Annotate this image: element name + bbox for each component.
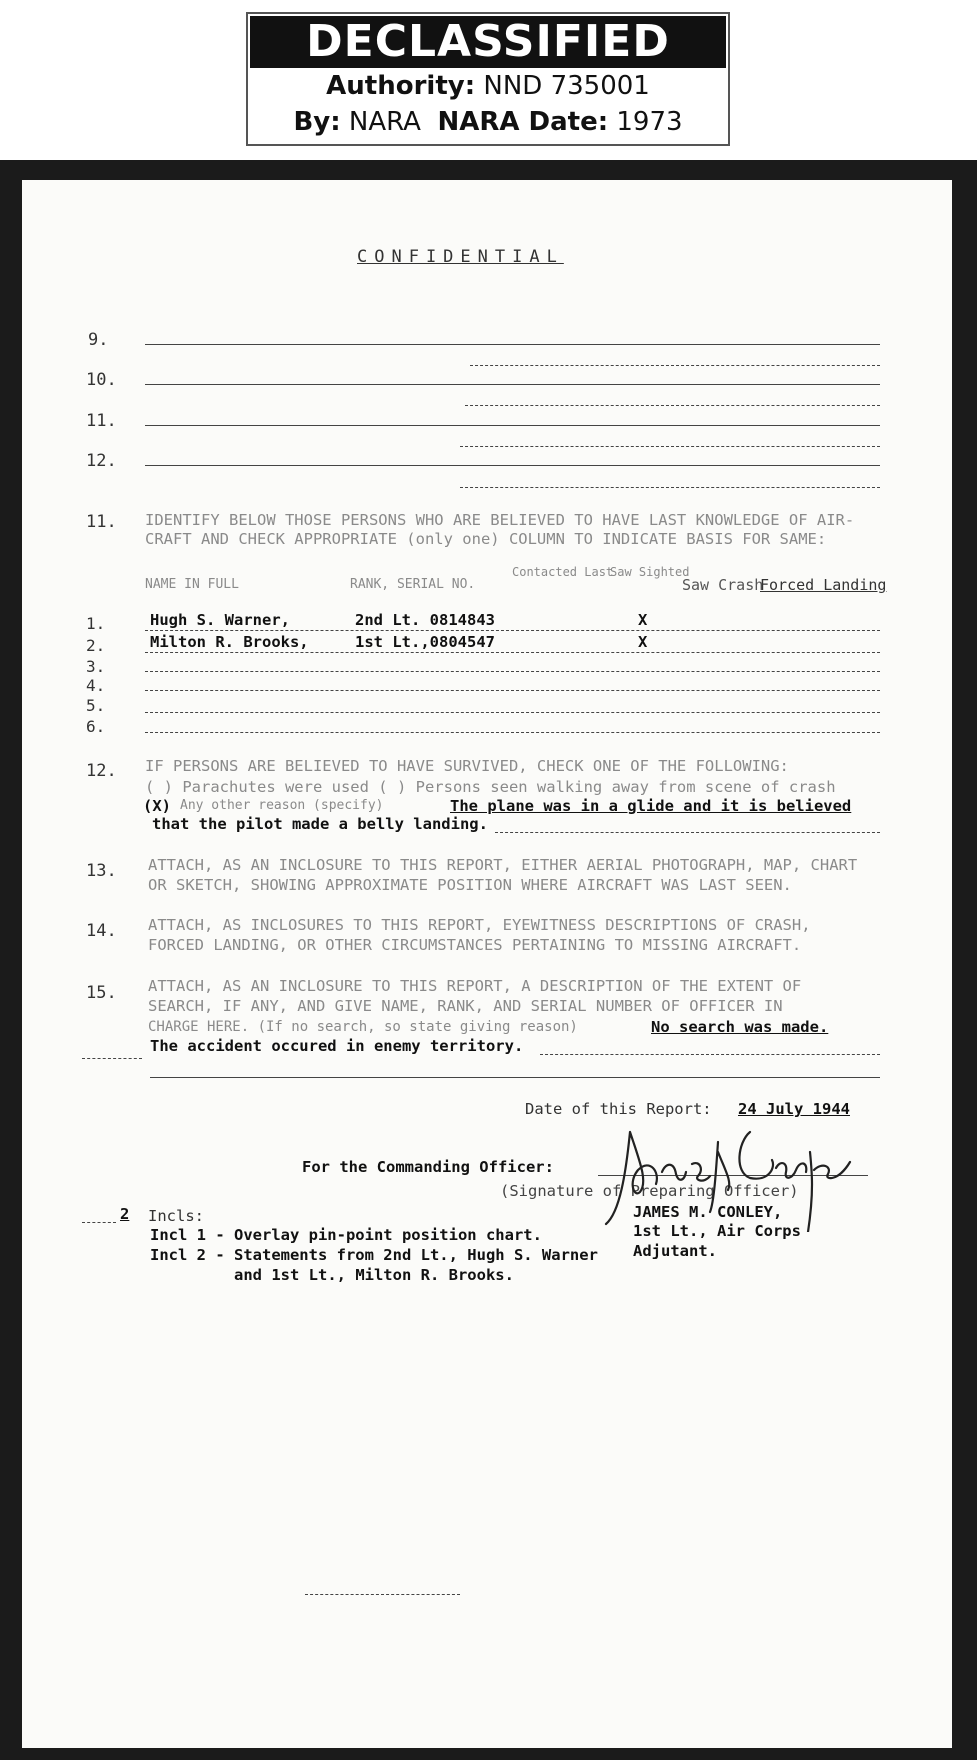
inclosure-2-continued: and 1st Lt., Milton R. Brooks.: [234, 1266, 514, 1284]
item-14-number: 14.: [86, 921, 117, 941]
item-15-typed-line1: No search was made.: [651, 1018, 829, 1036]
item-12-line: [495, 832, 880, 833]
item-11-text-line1: IDENTIFY BELOW THOSE PERSONS WHO ARE BELIEVED TO HAVE LAST KNOWLEDGE OF AIR-: [145, 511, 855, 529]
item-9-line: [145, 344, 880, 345]
row-6-line: [145, 732, 880, 733]
row-4-line: [145, 690, 880, 691]
item-12-line1: IF PERSONS ARE BELIEVED TO HAVE SURVIVED, CHECK ONE OF THE FOLLOWING:: [145, 757, 789, 775]
item-14-line2: FORCED LANDING, OR OTHER CIRCUMSTANCES PERTAINING TO MISSING AIRCRAFT.: [148, 936, 802, 954]
item-12-number: 12.: [86, 761, 117, 781]
inclosure-1: Incl 1 - Overlay pin-point position chart.: [150, 1226, 542, 1244]
col-name-header: NAME IN FULL: [145, 577, 239, 592]
document-page: [22, 180, 952, 1748]
item-11-blank-line: [145, 425, 880, 426]
item-15-typed-line2: The accident occured in enemy territory.: [150, 1037, 524, 1055]
item-11-blank-number: 11.: [86, 411, 117, 431]
col-forced-landing-header: Forced Landing: [760, 576, 887, 594]
commanding-officer-label: For the Commanding Officer:: [302, 1158, 554, 1176]
item-11-blank-subline: [460, 446, 880, 447]
item-15-number: 15.: [86, 983, 117, 1003]
report-date-value: 24 July 1944: [738, 1100, 850, 1118]
inclosure-lead-line: [82, 1222, 116, 1223]
stamp-title: DECLASSIFIED: [250, 16, 726, 68]
row-1-mark: X: [638, 611, 648, 629]
row-4-number: 4.: [86, 676, 106, 695]
item-15-lead-line: [82, 1058, 142, 1059]
row-2-rank: 1st Lt.,0804547: [355, 633, 495, 651]
report-date-label: Date of this Report:: [525, 1100, 712, 1118]
item-12-typed-line1: The plane was in a glide and it is believed: [450, 797, 852, 815]
item-12-blank-number: 12.: [86, 451, 117, 471]
inclosure-2: Incl 2 - Statements from 2nd Lt., Hugh S. Warner: [150, 1246, 598, 1264]
item-9-subline: [470, 365, 880, 366]
col-rank-header: RANK, SERIAL NO.: [350, 577, 476, 592]
row-2-mark: X: [638, 633, 648, 651]
item-15-line1: ATTACH, AS AN INCLOSURE TO THIS REPORT, A DESCRIPTION OF THE EXTENT OF: [148, 977, 802, 995]
row-1-name: Hugh S. Warner,: [150, 611, 290, 629]
officer-title: Adjutant.: [633, 1242, 717, 1260]
item-13-line1: ATTACH, AS AN INCLOSURE TO THIS REPORT, EITHER AERIAL PHOTOGRAPH, MAP, CHART: [148, 856, 858, 874]
declassified-stamp: [246, 12, 730, 146]
item-11-number: 11.: [86, 512, 117, 532]
footer-line: [305, 1594, 460, 1595]
row-3-number: 3.: [86, 657, 106, 676]
stamp-date-value: 1973: [616, 107, 683, 137]
row-6-number: 6.: [86, 717, 106, 736]
row-5-number: 5.: [86, 696, 106, 715]
item-10-subline: [465, 405, 880, 406]
item-12-typed-line2: that the pilot made a belly landing.: [152, 815, 488, 833]
item-12-option2-mark: (X): [143, 797, 171, 815]
col-last-contact-header: Contacted Last: [512, 565, 614, 579]
stamp-authority-value: NND 735001: [483, 71, 650, 101]
inclosure-count: 2: [120, 1205, 130, 1223]
item-15-bottom-line: [150, 1077, 880, 1078]
item-10-line: [145, 384, 880, 385]
item-13-line2: OR SKETCH, SHOWING APPROXIMATE POSITION WHERE AIRCRAFT WAS LAST SEEN.: [148, 876, 792, 894]
item-15-line2: SEARCH, IF ANY, AND GIVE NAME, RANK, AND SERIAL NUMBER OF OFFICER IN: [148, 997, 783, 1015]
stamp-authority-label: Authority:: [326, 71, 476, 101]
stamp-by-label: By:: [293, 107, 341, 137]
col-crash-header: Saw Crash: [682, 576, 764, 594]
stamp-authority-line: [248, 68, 728, 104]
signature-caption: (Signature of Preparing Officer): [500, 1182, 799, 1200]
row-3-line: [145, 671, 880, 672]
officer-name: JAMES M. CONLEY,: [633, 1203, 783, 1221]
stamp-by-value: NARA: [348, 107, 421, 137]
item-12-option2-text: Any other reason (specify): [180, 798, 384, 813]
item-9-number: 9.: [88, 330, 109, 350]
item-15-line3: CHARGE HERE. (If no search, so state giving reason): [148, 1019, 578, 1035]
item-10-number: 10.: [86, 370, 117, 390]
row-2-number: 2.: [86, 636, 106, 655]
confidential-heading: CONFIDENTIAL: [357, 247, 564, 267]
row-1-number: 1.: [86, 614, 106, 633]
inclosure-label: Incls:: [148, 1207, 204, 1225]
item-12-blank-subline: [460, 487, 880, 488]
item-14-line1: ATTACH, AS INCLOSURES TO THIS REPORT, EYEWITNESS DESCRIPTIONS OF CRASH,: [148, 916, 811, 934]
row-2-name: Milton R. Brooks,: [150, 633, 309, 651]
row-5-line: [145, 712, 880, 713]
row-1-line: [145, 630, 880, 631]
item-15-line: [540, 1054, 880, 1055]
item-12-blank-line: [145, 465, 880, 466]
item-13-number: 13.: [86, 861, 117, 881]
stamp-date-label: NARA Date:: [437, 107, 609, 137]
item-11-text-line2: CRAFT AND CHECK APPROPRIATE (only one) COLUMN TO INDICATE BASIS FOR SAME:: [145, 530, 827, 548]
officer-rank: 1st Lt., Air Corps: [633, 1222, 801, 1240]
col-sighted-header: Saw Sighted: [610, 565, 690, 579]
stamp-by-line: [248, 104, 728, 140]
item-12-option1: ( ) Parachutes were used ( ) Persons seen walking away from scene of crash: [145, 778, 836, 796]
row-1-rank: 2nd Lt. 0814843: [355, 611, 495, 629]
row-2-line: [145, 652, 880, 653]
